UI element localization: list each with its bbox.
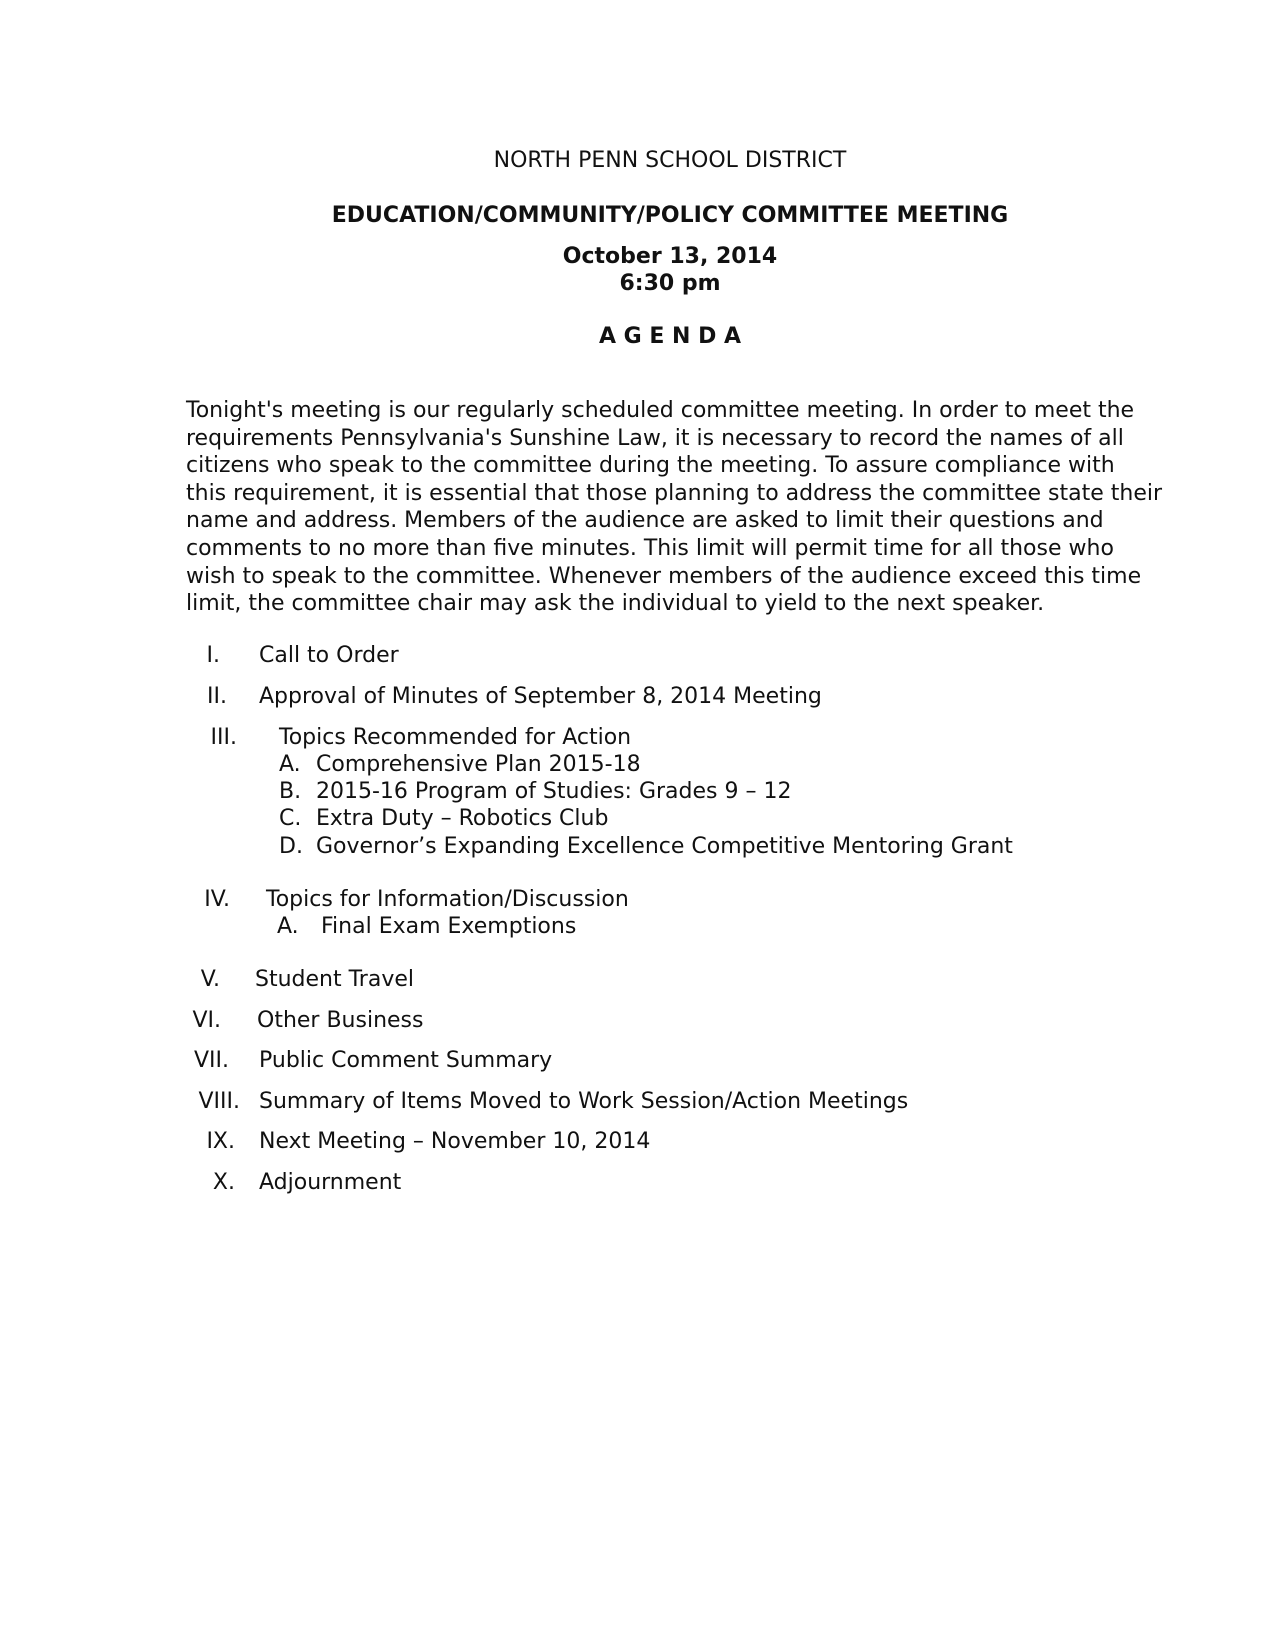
intro-line: this requirement, it is essential that those planning to address the committee state their bbox=[186, 480, 1163, 506]
agenda-item-label: Call to Order bbox=[259, 643, 399, 668]
agenda-item-number: VII. bbox=[193, 1048, 229, 1073]
intro-line: requirements Pennsylvania's Sunshine Law, it is necessary to record the names of all bbox=[186, 425, 1124, 451]
sub-item bbox=[279, 778, 792, 805]
agenda-item-number: VI. bbox=[192, 1008, 221, 1033]
sub-item bbox=[277, 913, 577, 940]
intro-line: wish to speak to the committee. Whenever members of the audience exceed this time bbox=[186, 563, 1142, 589]
intro-line: Tonight's meeting is our regularly scheduled committee meeting. In order to meet the bbox=[186, 398, 1135, 423]
agenda-item-label: Student Travel bbox=[255, 967, 414, 992]
intro-paragraph bbox=[186, 397, 1163, 618]
agenda-item-label: Topics Recommended for Action bbox=[279, 725, 632, 750]
agenda-item-label: Other Business bbox=[257, 1008, 424, 1033]
agenda-item-number: V. bbox=[200, 967, 220, 992]
agenda-item-label: Adjournment bbox=[259, 1170, 402, 1195]
agenda-item-label: Topics for Information/Discussion bbox=[266, 887, 629, 912]
agenda-item-number: VIII. bbox=[198, 1089, 240, 1114]
agenda-item-label: Next Meeting – November 10, 2014 bbox=[259, 1129, 651, 1154]
agenda-item-label: Public Comment Summary bbox=[259, 1048, 553, 1073]
sub-item bbox=[279, 833, 1013, 860]
agenda-item-number: I. bbox=[206, 643, 220, 668]
meeting-title: EDUCATION/COMMUNITY/POLICY COMMITTEE MEETING bbox=[331, 203, 1009, 228]
agenda-item-label: Summary of Items Moved to Work Session/Action Meetings bbox=[259, 1089, 909, 1114]
agenda-item-label: Approval of Minutes of September 8, 2014 Meeting bbox=[259, 684, 822, 709]
sub-item-letter: B. bbox=[279, 779, 302, 804]
sub-item-label: Comprehensive Plan 2015-18 bbox=[316, 752, 641, 777]
meeting-time: 6:30 pm bbox=[619, 271, 721, 296]
sub-item-label: Final Exam Exemptions bbox=[321, 914, 577, 939]
sub-item-letter: D. bbox=[279, 834, 303, 859]
agenda-item-number: IX. bbox=[206, 1129, 235, 1154]
agenda-item-number: X. bbox=[212, 1170, 235, 1195]
sub-item-letter: A. bbox=[277, 914, 299, 939]
agenda-heading: A G E N D A bbox=[598, 324, 742, 349]
intro-line: citizens who speak to the committee during the meeting. To assure compliance with bbox=[186, 453, 1115, 479]
agenda-item-number: III. bbox=[210, 725, 237, 750]
agenda-item-number: IV. bbox=[204, 887, 230, 912]
intro-line: name and address. Members of the audience are asked to limit their questions and bbox=[186, 508, 1104, 534]
intro-line: comments to no more than five minutes. This limit will permit time for all those who bbox=[186, 535, 1114, 561]
sub-item-label: Governor’s Expanding Excellence Competitive Mentoring Grant bbox=[316, 834, 1013, 859]
district-name: NORTH PENN SCHOOL DISTRICT bbox=[493, 148, 847, 173]
sub-item-label: Extra Duty – Robotics Club bbox=[316, 806, 609, 831]
sub-item-letter: A. bbox=[279, 752, 301, 777]
agenda-item-number: II. bbox=[207, 684, 227, 709]
meeting-date: October 13, 2014 bbox=[562, 244, 778, 269]
sub-item bbox=[279, 751, 641, 778]
sub-item-letter: C. bbox=[279, 806, 302, 831]
intro-line: limit, the committee chair may ask the individual to yield to the next speaker. bbox=[186, 591, 1045, 617]
sub-item bbox=[279, 805, 609, 832]
sub-item-label: 2015-16 Program of Studies: Grades 9 – 12 bbox=[316, 779, 792, 804]
